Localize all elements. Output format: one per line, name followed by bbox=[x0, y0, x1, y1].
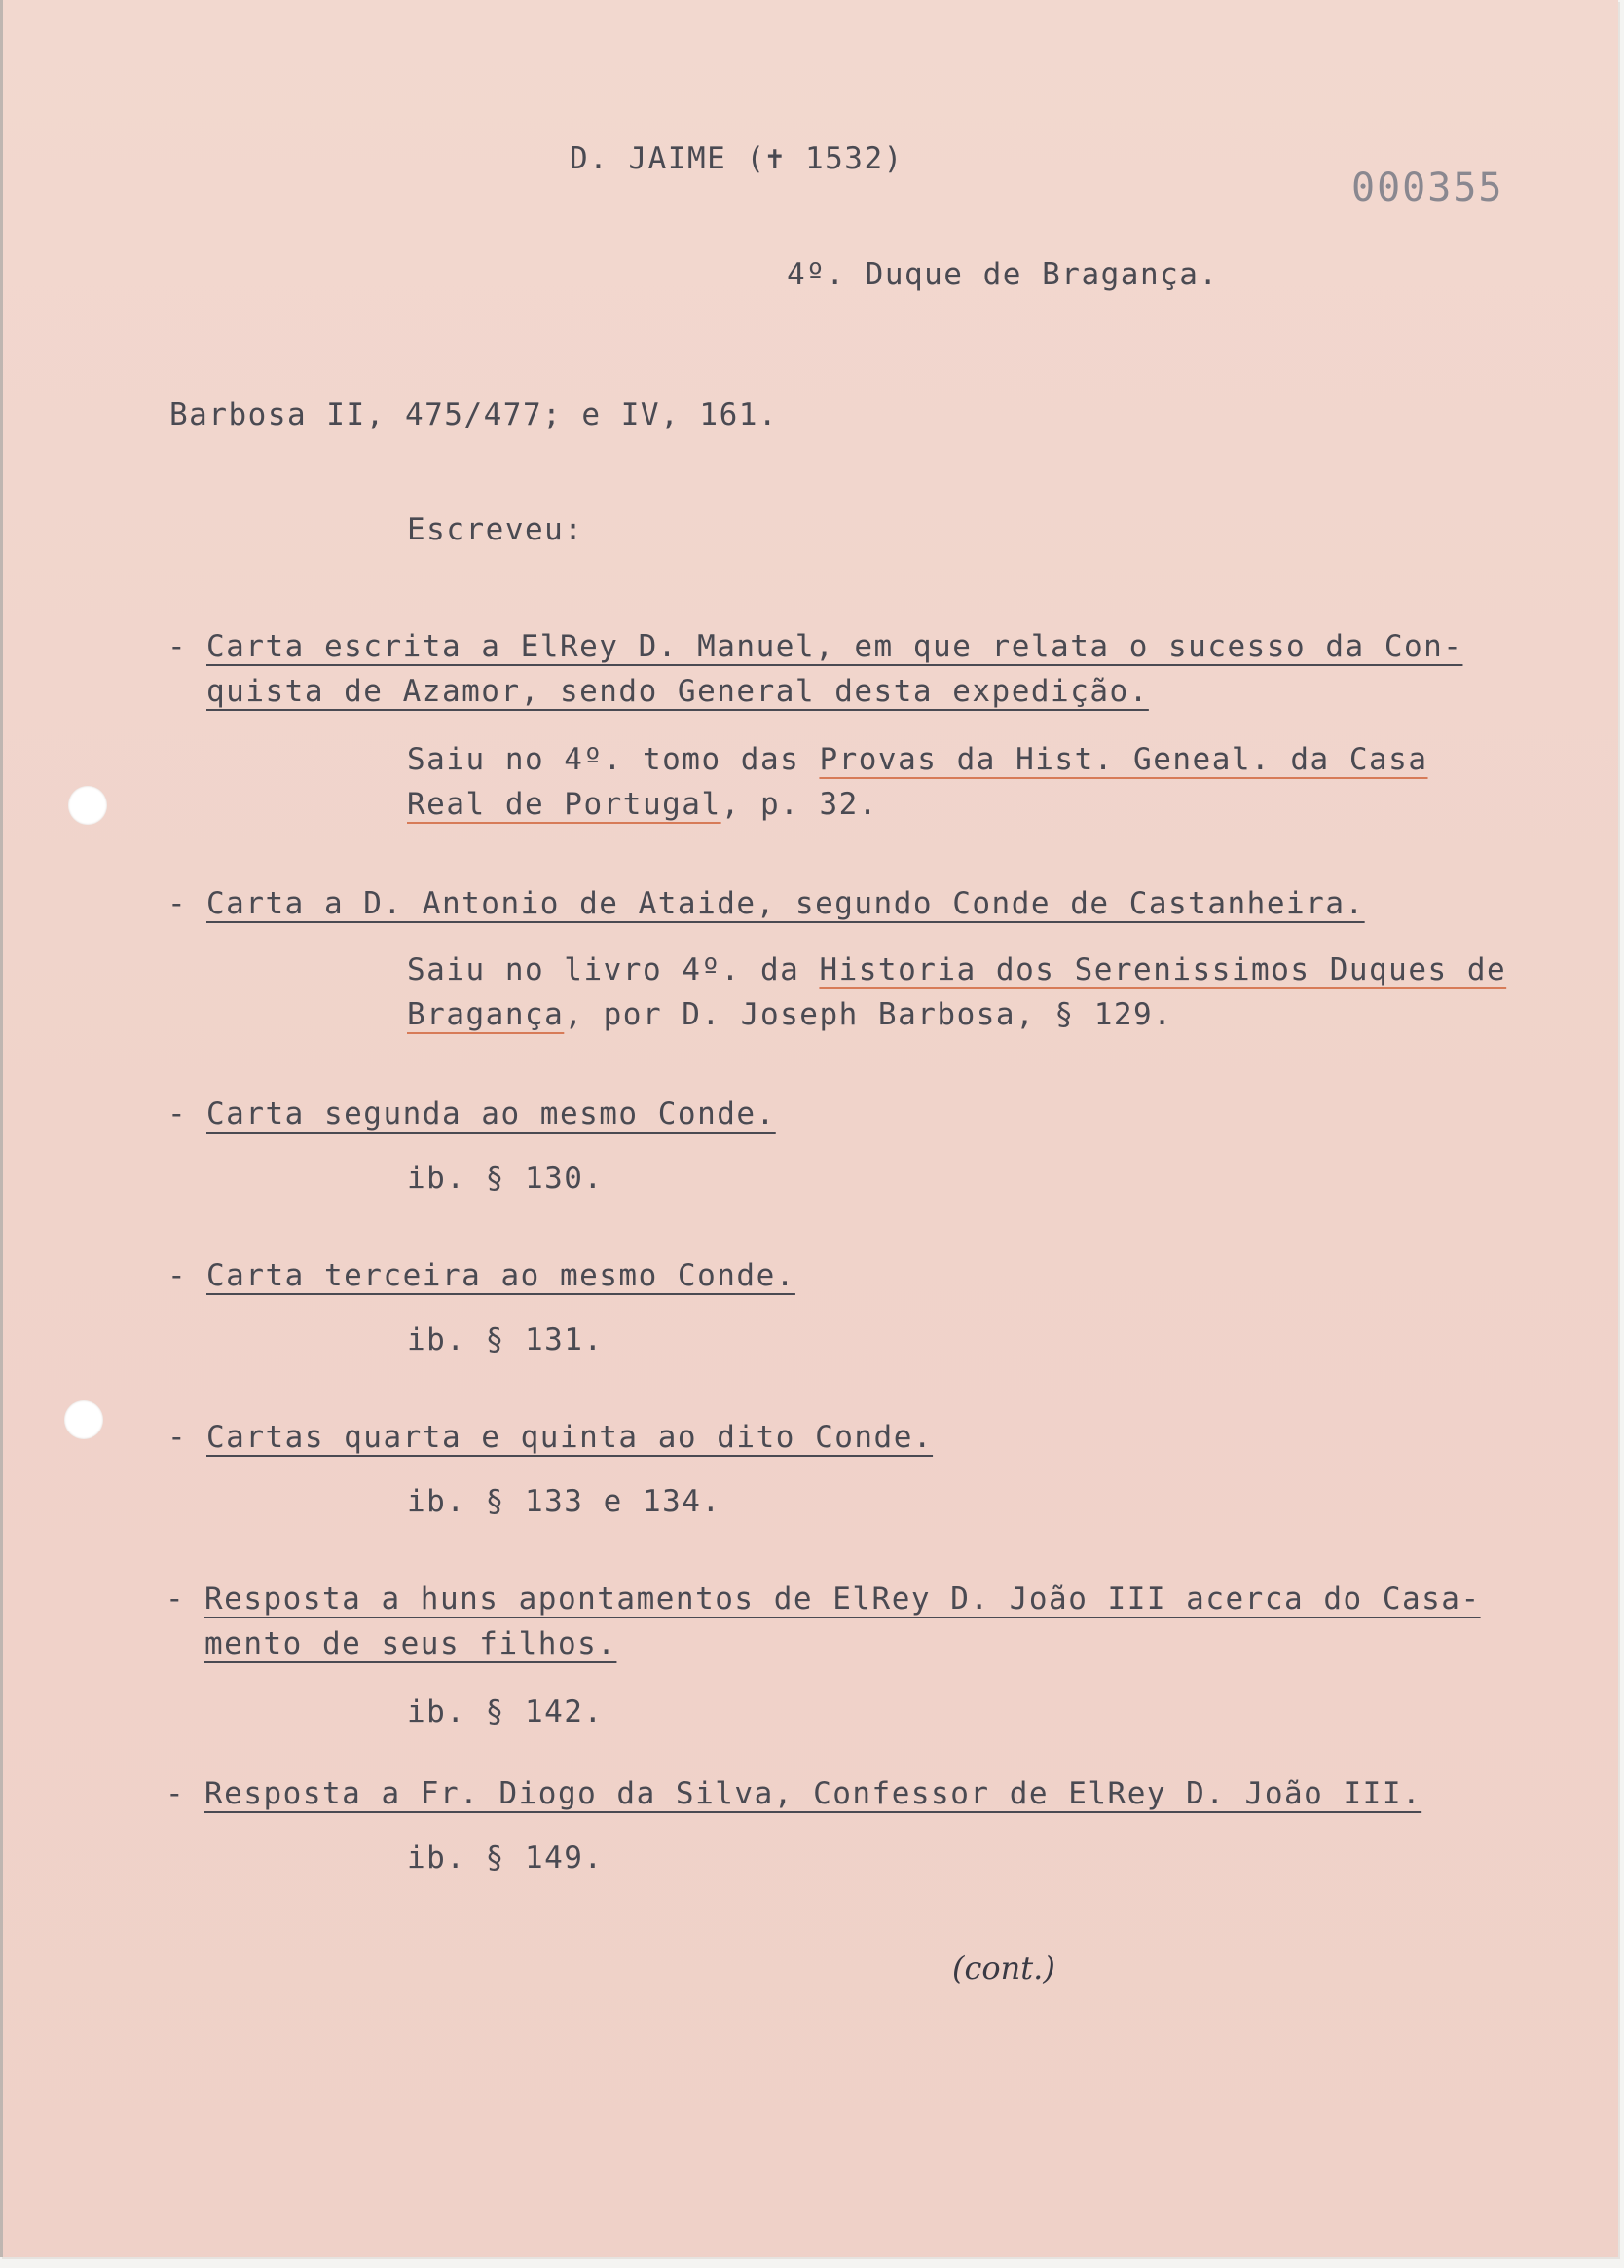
entry-source-continued bbox=[407, 785, 878, 824]
entry-title: Resposta a huns apontamentos de ElRey D. João III acerca do Casa- bbox=[204, 1581, 1481, 1617]
entry-reference: ib. § 149. bbox=[407, 1840, 604, 1876]
source-work-title: Historia dos Serenissimos Duques de bbox=[819, 952, 1507, 987]
source-text: , p. 32. bbox=[720, 787, 878, 822]
entry-bullet: - bbox=[167, 1258, 188, 1293]
entry-reference: ib. § 142. bbox=[407, 1694, 604, 1729]
entry-title: Resposta a Fr. Diogo da Silva, Confessor de ElRey D. João III. bbox=[204, 1776, 1422, 1811]
entry-bullet: - bbox=[167, 1097, 188, 1132]
handwritten-continued-note: (cont.) bbox=[952, 1950, 1055, 1987]
entry-title: Carta a D. Antonio de Ataide, segundo Conde de Castanheira. bbox=[206, 886, 1365, 921]
source-work-title: Provas da Hist. Geneal. da Casa bbox=[819, 742, 1428, 777]
document-title: D. JAIME (✝ 1532) bbox=[570, 141, 904, 176]
entry-title-continued: mento de seus filhos. bbox=[204, 1626, 617, 1661]
entry-bullet: - bbox=[166, 1581, 186, 1617]
entry-title-continued: quista de Azamor, sendo General desta expedição. bbox=[206, 674, 1149, 709]
document-number-stamp: 000355 bbox=[1351, 166, 1504, 210]
source-text: Saiu no 4º. tomo das bbox=[407, 742, 820, 777]
entry-title: Carta escrita a ElRey D. Manuel, em que relata o sucesso da Con- bbox=[206, 629, 1463, 664]
entry-title: Carta terceira ao mesmo Conde. bbox=[206, 1258, 795, 1293]
entry-source bbox=[407, 950, 1506, 989]
punch-hole bbox=[68, 786, 107, 825]
entry-source bbox=[407, 740, 1428, 779]
entry-reference: ib. § 131. bbox=[407, 1322, 604, 1357]
bibliographic-reference: Barbosa II, 475/477; e IV, 161. bbox=[169, 397, 779, 432]
source-work-title: Bragança bbox=[407, 997, 565, 1032]
entry-bullet: - bbox=[167, 886, 188, 921]
entry-reference: ib. § 133 e 134. bbox=[407, 1484, 721, 1519]
section-intro: Escreveu: bbox=[407, 512, 584, 547]
source-text: , por D. Joseph Barbosa, § 129. bbox=[564, 997, 1173, 1032]
entry-bullet: - bbox=[167, 629, 188, 664]
source-work-title: Real de Portugal bbox=[407, 787, 721, 822]
punch-hole bbox=[64, 1400, 103, 1439]
source-text: Saiu no livro 4º. da bbox=[407, 952, 820, 987]
entry-title: Cartas quarta e quinta ao dito Conde. bbox=[206, 1420, 934, 1455]
entry-title: Carta segunda ao mesmo Conde. bbox=[206, 1097, 776, 1132]
document-subtitle: 4º. Duque de Bragança. bbox=[787, 257, 1219, 292]
entry-bullet: - bbox=[166, 1776, 186, 1811]
entry-bullet: - bbox=[167, 1420, 188, 1455]
entry-source-continued bbox=[407, 995, 1172, 1034]
entry-reference: ib. § 130. bbox=[407, 1161, 604, 1196]
